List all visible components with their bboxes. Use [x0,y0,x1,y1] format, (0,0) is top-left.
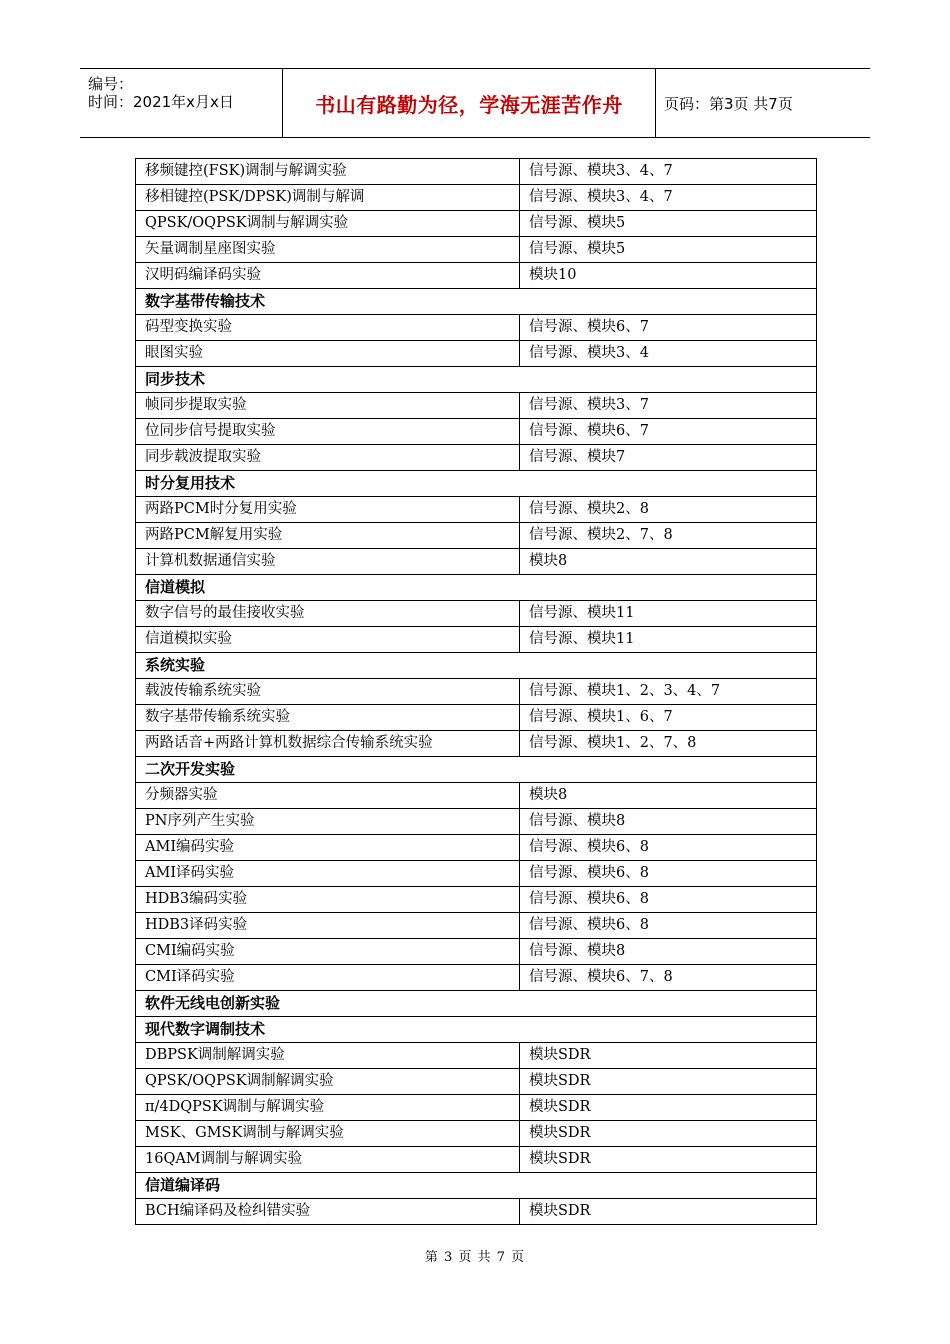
table-row [136,705,817,731]
table-row [136,731,817,757]
table-row [136,913,817,939]
experiment-name: 移相键控(PSK/DPSK)调制与解调 [136,185,520,211]
table-row [136,315,817,341]
experiment-name: 汉明码编译码实验 [136,263,520,289]
experiment-name: QPSK/OQPSK调制解调实验 [136,1069,520,1095]
module-list: 信号源、模块11 [520,627,817,653]
experiment-table [135,158,817,1225]
header-motto-cell [282,69,656,137]
module-list: 模块8 [520,549,817,575]
table-row [136,1199,817,1225]
experiment-name: 分频器实验 [136,783,520,809]
experiment-name: 载波传输系统实验 [136,679,520,705]
table-row [136,939,817,965]
section-title: 信道编译码 [136,1173,817,1199]
table-row [136,1043,817,1069]
module-list: 信号源、模块6、7 [520,419,817,445]
experiment-name: 计算机数据通信实验 [136,549,520,575]
module-list: 信号源、模块5 [520,211,817,237]
section-header-row [136,471,817,497]
serial-number-label: 编号： [88,75,134,93]
module-list: 信号源、模块1、2、7、8 [520,731,817,757]
module-list: 模块SDR [520,1069,817,1095]
experiment-name: 信道模拟实验 [136,627,520,653]
table-row [136,445,817,471]
experiment-name: 两路PCM时分复用实验 [136,497,520,523]
table-row [136,835,817,861]
experiment-name: CMI译码实验 [136,965,520,991]
experiment-name: HDB3编码实验 [136,887,520,913]
experiment-name: 矢量调制星座图实验 [136,237,520,263]
experiment-name: AMI编码实验 [136,835,520,861]
experiment-name: 码型变换实验 [136,315,520,341]
section-title: 信道模拟 [136,575,817,601]
module-list: 信号源、模块6、7、8 [520,965,817,991]
table-row [136,1121,817,1147]
module-list: 信号源、模块6、8 [520,861,817,887]
module-list: 信号源、模块6、7 [520,315,817,341]
experiment-name: CMI编码实验 [136,939,520,965]
section-header-row [136,575,817,601]
module-list: 信号源、模块5 [520,237,817,263]
experiment-name: 位同步信号提取实验 [136,419,520,445]
experiment-name: PN序列产生实验 [136,809,520,835]
table-row [136,211,817,237]
table-row [136,809,817,835]
experiment-name: 帧同步提取实验 [136,393,520,419]
table-row [136,159,817,185]
section-header-row [136,991,817,1017]
section-title: 系统实验 [136,653,817,679]
table-row [136,393,817,419]
module-list: 信号源、模块11 [520,601,817,627]
module-list: 模块SDR [520,1199,817,1225]
section-title: 现代数字调制技术 [136,1017,817,1043]
module-list: 信号源、模块8 [520,809,817,835]
table-row [136,237,817,263]
table-row [136,549,817,575]
module-list: 信号源、模块6、8 [520,835,817,861]
section-header-row [136,367,817,393]
section-header-row [136,1173,817,1199]
table-row [136,887,817,913]
module-list: 信号源、模块2、8 [520,497,817,523]
table-row [136,497,817,523]
module-list: 模块SDR [520,1147,817,1173]
table-row [136,1147,817,1173]
experiment-name: QPSK/OQPSK调制与解调实验 [136,211,520,237]
experiment-name: 眼图实验 [136,341,520,367]
table-row [136,1095,817,1121]
module-list: 信号源、模块3、4、7 [520,185,817,211]
section-title: 二次开发实验 [136,757,817,783]
module-list: 模块8 [520,783,817,809]
table-row [136,263,817,289]
section-title: 同步技术 [136,367,817,393]
section-header-row [136,289,817,315]
section-header-row [136,1017,817,1043]
table-row [136,185,817,211]
experiment-table-body [136,159,817,1225]
module-list: 模块SDR [520,1121,817,1147]
motto-text: 书山有路勤为径，学海无涯苦作舟 [315,92,623,117]
experiment-name: MSK、GMSK调制与解调实验 [136,1121,520,1147]
module-list: 模块10 [520,263,817,289]
module-list: 模块SDR [520,1043,817,1069]
experiment-name: 数字基带传输系统实验 [136,705,520,731]
module-list: 信号源、模块8 [520,939,817,965]
experiment-name: BCH编译码及检纠错实验 [136,1199,520,1225]
page-info: 页码：第3页 共7页 [664,94,793,113]
section-header-row [136,653,817,679]
header-meta [80,69,282,137]
table-row [136,965,817,991]
module-list: 信号源、模块3、7 [520,393,817,419]
page-footer: 第 3 页 共 7 页 [424,1250,526,1265]
header-page-cell [655,69,870,137]
table-row [136,679,817,705]
table-row [136,861,817,887]
section-header-row [136,757,817,783]
experiment-name: AMI译码实验 [136,861,520,887]
page-header [80,68,870,138]
experiment-name: 数字信号的最佳接收实验 [136,601,520,627]
experiment-name: HDB3译码实验 [136,913,520,939]
experiment-name: 同步载波提取实验 [136,445,520,471]
table-row [136,419,817,445]
experiment-name: π/4DQPSK调制与解调实验 [136,1095,520,1121]
experiment-name: 两路PCM解复用实验 [136,523,520,549]
module-list: 信号源、模块2、7、8 [520,523,817,549]
module-list: 信号源、模块6、8 [520,887,817,913]
experiment-name: 移频键控(FSK)调制与解调实验 [136,159,520,185]
time-label: 时间：2021年x月x日 [88,93,234,111]
table-row [136,341,817,367]
module-list: 信号源、模块1、6、7 [520,705,817,731]
experiment-name: DBPSK调制解调实验 [136,1043,520,1069]
section-title: 软件无线电创新实验 [136,991,817,1017]
table-row [136,783,817,809]
module-list: 信号源、模块7 [520,445,817,471]
module-list: 信号源、模块3、4 [520,341,817,367]
table-row [136,601,817,627]
module-list: 信号源、模块3、4、7 [520,159,817,185]
module-list: 信号源、模块6、8 [520,913,817,939]
module-list: 模块SDR [520,1095,817,1121]
experiment-name: 16QAM调制与解调实验 [136,1147,520,1173]
section-title: 数字基带传输技术 [136,289,817,315]
table-row [136,523,817,549]
table-row [136,1069,817,1095]
table-row [136,627,817,653]
module-list: 信号源、模块1、2、3、4、7 [520,679,817,705]
section-title: 时分复用技术 [136,471,817,497]
experiment-name: 两路话音+两路计算机数据综合传输系统实验 [136,731,520,757]
